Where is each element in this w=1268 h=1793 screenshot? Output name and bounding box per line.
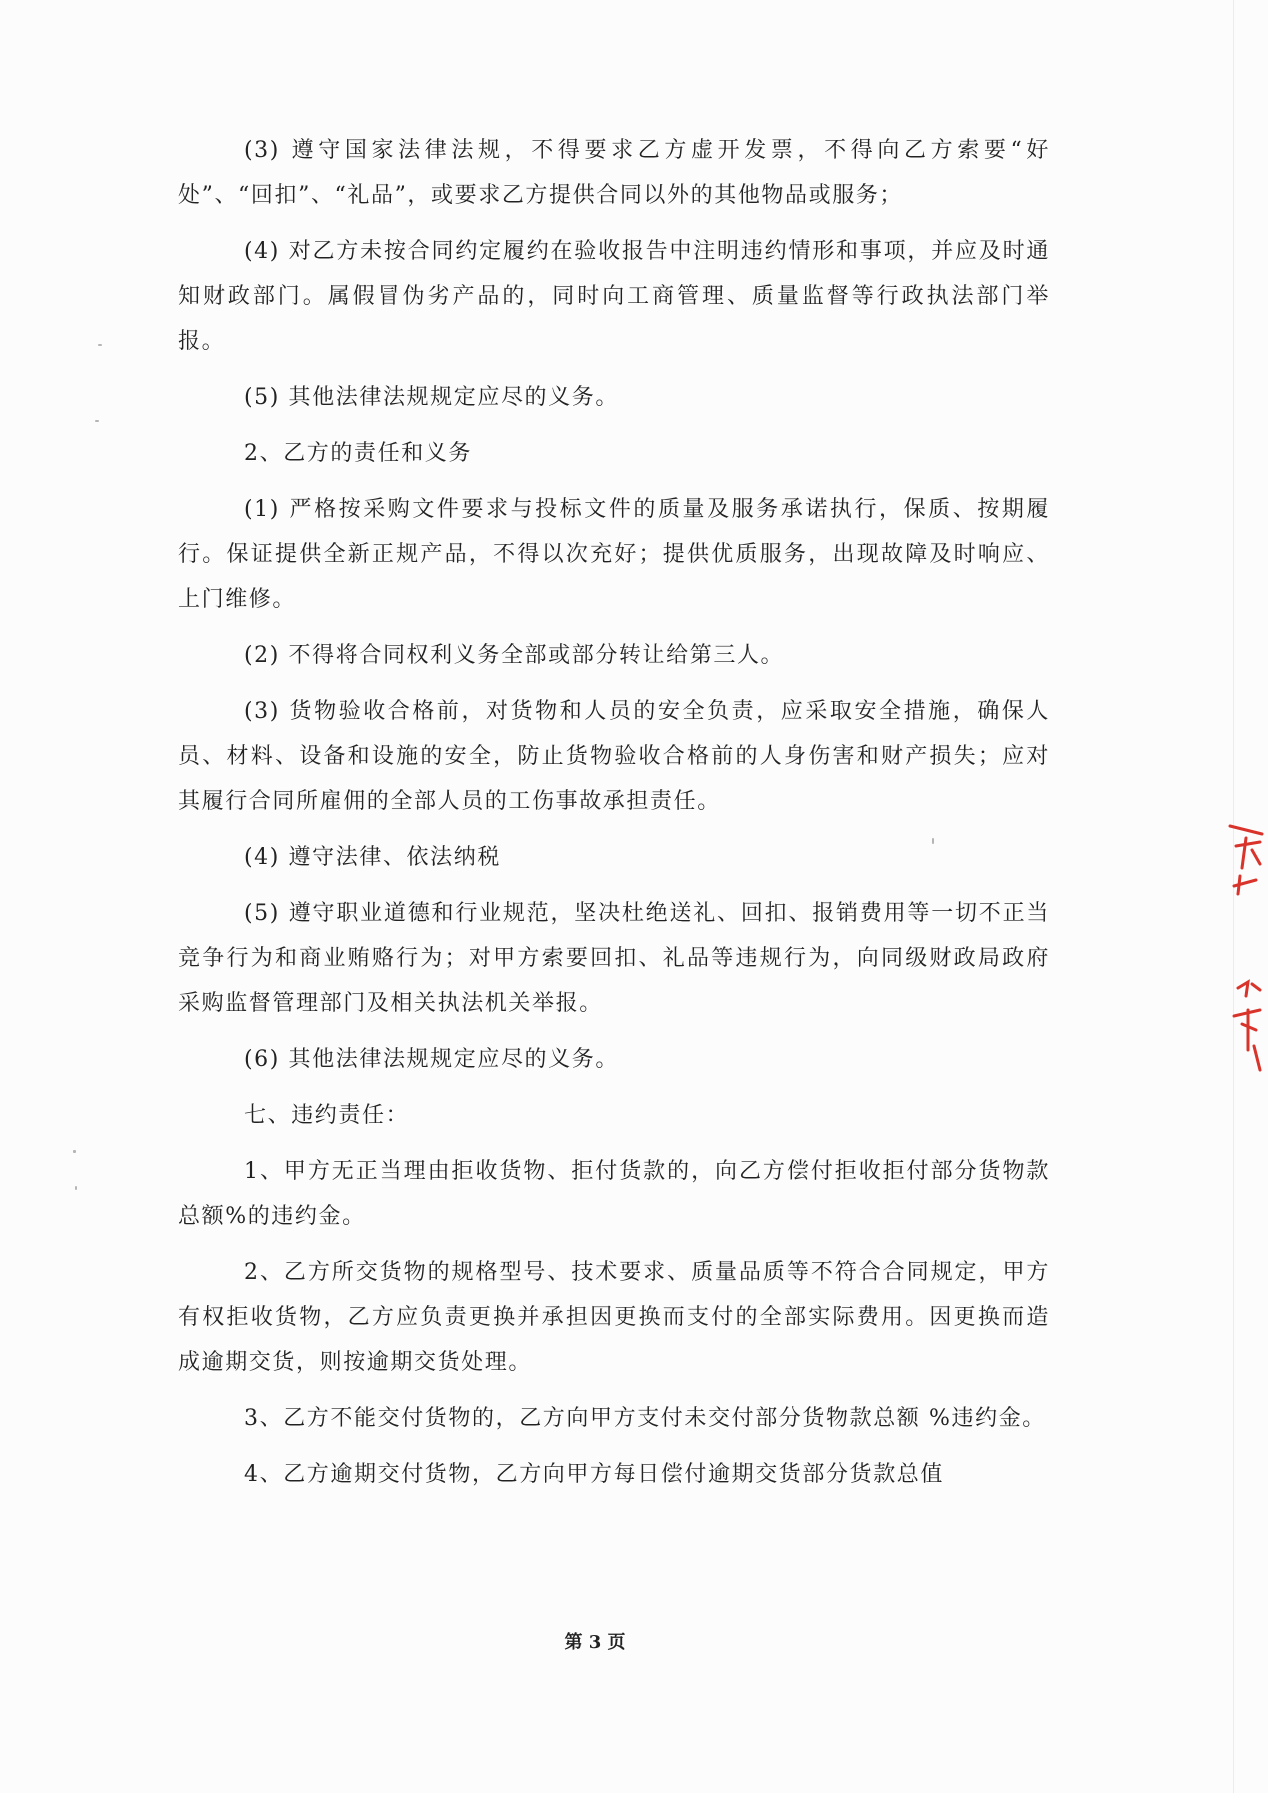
scan-speck: [73, 1150, 76, 1153]
paragraph-party-b-duty-1: (1) 严格按采购文件要求与投标文件的质量及服务承诺执行，保质、按期履行。保证提供全新正规产品，不得以次充好；提供优质服务，出现故障及时响应、上门维修。: [178, 497, 1050, 612]
paragraph-party-a-duty-4: (4) 对乙方未按合同约定履约在验收报告中注明违约情形和事项，并应及时通知财政部门。属假冒伪劣产品的，同时向工商管理、质量监督等行政执法部门举报。: [178, 239, 1050, 354]
paragraph-party-b-duty-5: (5) 遵守职业道德和行业规范，坚决杜绝送礼、回扣、报销费用等一切不正当竞争行为和商业贿赂行为；对甲方索要回扣、礼品等违规行为，向同级财政局政府采购监督管理部门及相关执法机关举报。: [178, 901, 1050, 1016]
paragraph-party-b-duty-3: (3) 货物验收合格前，对货物和人员的安全负责，应采取安全措施，确保人员、材料、设备和设施的安全，防止货物验收合格前的人身伤害和财产损失；应对其履行合同所雇佣的全部人员的工伤事故承担责任。: [178, 699, 1050, 814]
paragraph-party-b-duty-2: (2) 不得将合同权利义务全部或部分转让给第三人。: [244, 643, 785, 668]
scan-speck: [75, 1186, 77, 1190]
paragraph-breach-3: 3、乙方不能交付货物的，乙方向甲方支付未交付部分货物款总额 %违约金。: [244, 1406, 1046, 1431]
paragraph-breach-4: 4、乙方逾期交付货物，乙方向甲方每日偿付逾期交货部分货款总值: [244, 1462, 944, 1487]
scan-speck: [95, 420, 99, 422]
paragraph-party-b-duty-4: (4) 遵守法律、依法纳税: [244, 845, 501, 870]
paragraph-party-a-duty-3: (3) 遵守国家法律法规，不得要求乙方虚开发票，不得向乙方索要“好处”、“回扣”、“礼品”，或要求乙方提供合同以外的其他物品或服务；: [178, 138, 1050, 208]
seal-stamp-icon: [1226, 820, 1266, 1085]
paragraph-breach-1: 1、甲方无正当理由拒收货物、拒付货款的，向乙方偿付拒收拒付部分货物款总额%的违约金。: [178, 1159, 1050, 1229]
heading-party-b-duties: 2、乙方的责任和义务: [244, 441, 472, 466]
page-number: 第 3 页: [564, 1632, 626, 1653]
heading-breach-liability: 七、违约责任：: [244, 1103, 410, 1128]
paragraph-breach-2: 2、乙方所交货物的规格型号、技术要求、质量品质等不符合合同规定，甲方有权拒收货物，乙方应负责更换并承担因更换而支付的全部实际费用。因更换而造成逾期交货，则按逾期交货处理。: [178, 1260, 1050, 1375]
paragraph-party-b-duty-6: (6) 其他法律法规规定应尽的义务。: [244, 1047, 619, 1072]
paragraph-party-a-duty-5: (5) 其他法律法规规定应尽的义务。: [244, 385, 619, 410]
contract-body: [178, 128, 1050, 1508]
scan-speck: [98, 344, 102, 346]
scan-speck: [932, 838, 934, 844]
